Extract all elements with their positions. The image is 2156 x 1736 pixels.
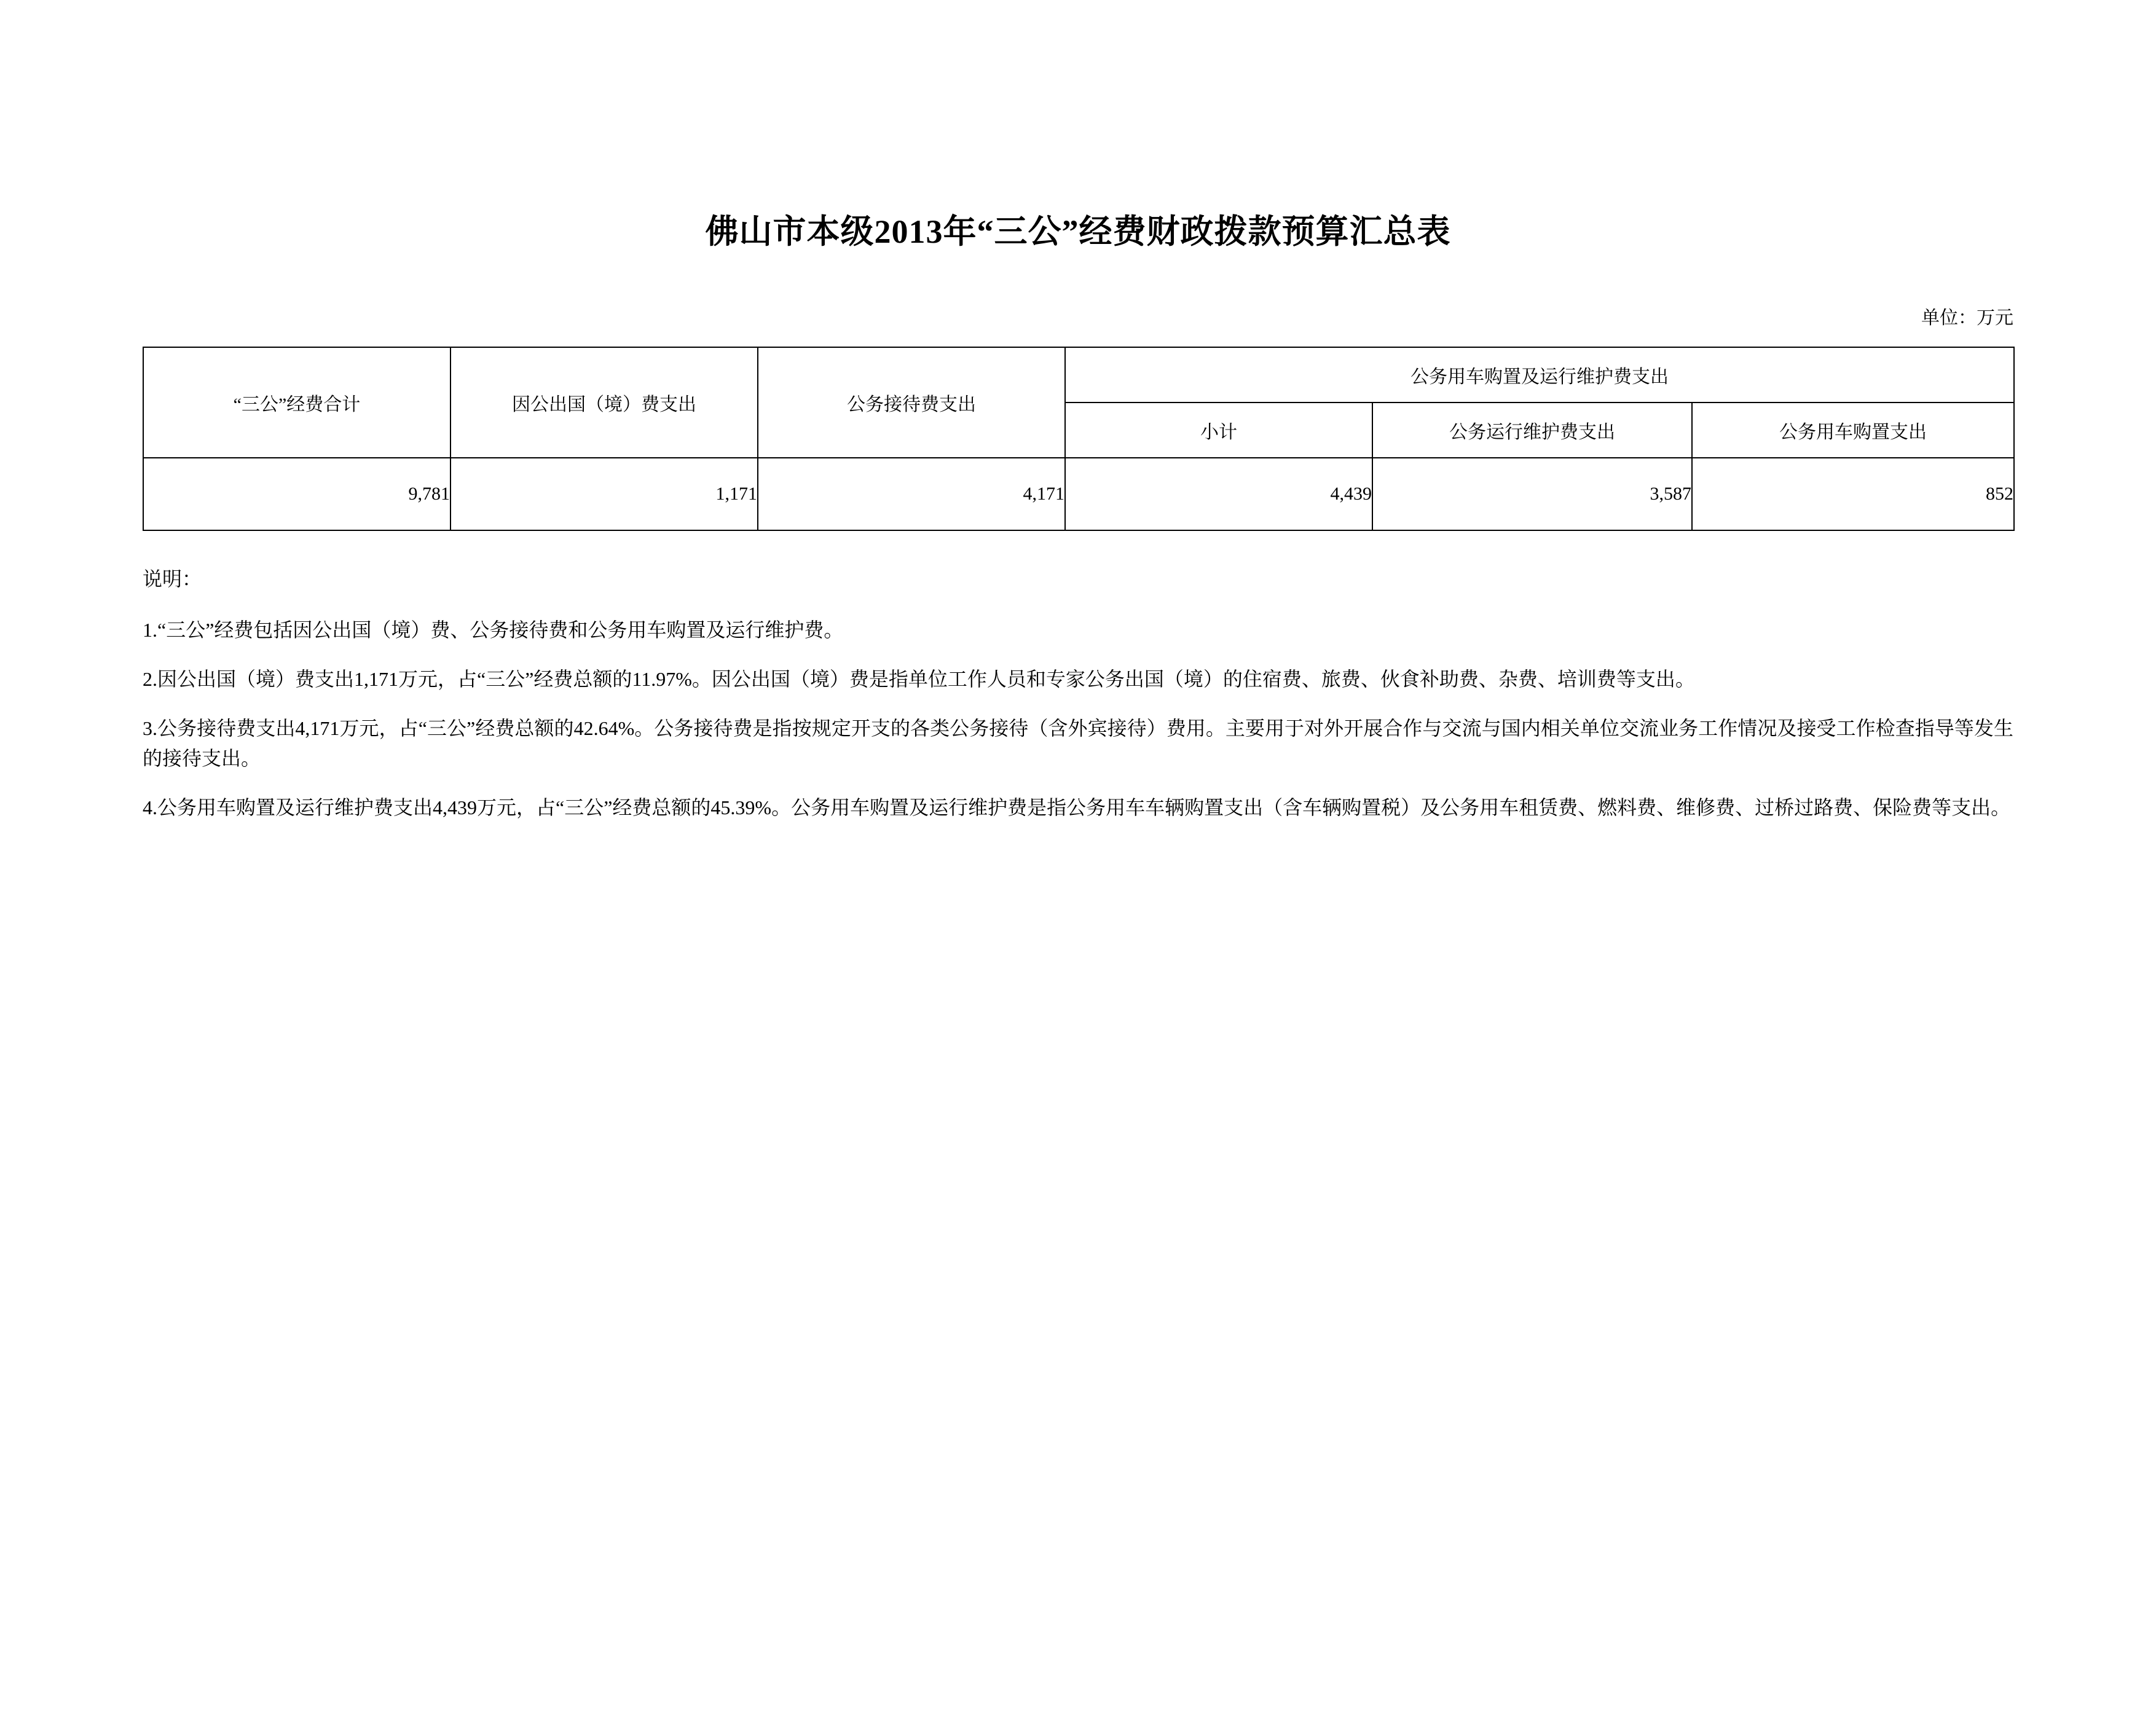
header-vehicle-group: 公务用车购置及运行维护费支出 xyxy=(1065,347,2014,403)
table-row xyxy=(143,458,2014,530)
header-total: “三公”经费合计 xyxy=(143,347,450,458)
table-header-row-1 xyxy=(143,347,2014,403)
value-reception: 4,171 xyxy=(758,458,1065,530)
header-abroad: 因公出国（境）费支出 xyxy=(450,347,758,458)
notes-section xyxy=(0,567,2156,823)
header-vehicle-operation: 公务运行维护费支出 xyxy=(1372,403,1692,458)
value-abroad: 1,171 xyxy=(450,458,758,530)
value-vehicle-subtotal: 4,439 xyxy=(1065,458,1372,530)
header-reception: 公务接待费支出 xyxy=(758,347,1065,458)
value-vehicle-operation: 3,587 xyxy=(1372,458,1692,530)
value-vehicle-purchase: 852 xyxy=(1692,458,2014,530)
header-vehicle-purchase: 公务用车购置支出 xyxy=(1692,403,2014,458)
note-item: 2.因公出国（境）费支出1,171万元，占“三公”经费总额的11.97%。因公出国（境）费是指单位工作人员和专家公务出国（境）的住宿费、旅费、伙食补助费、杂费、培训费等支出。 xyxy=(143,667,1695,690)
value-total: 9,781 xyxy=(143,458,450,530)
page-title: 佛山市本级2013年“三公”经费财政拨款预算汇总表 xyxy=(705,213,1451,250)
header-vehicle-subtotal: 小计 xyxy=(1065,403,1372,458)
notes-heading: 说明： xyxy=(143,567,202,590)
document-page xyxy=(0,212,2156,1736)
note-item: 4.公务用车购置及运行维护费支出4,439万元，占“三公”经费总额的45.39%。公务用车购置及运行维护费是指公务用车车辆购置支出（含车辆购置税）及公务用车租赁费、燃料费、维修费、过桥过路费、保险费等支出。 xyxy=(143,796,2011,819)
note-item: 3.公务接待费支出4,171万元，占“三公”经费总额的42.64%。公务接待费是指按规定开支的各类公务接待（含外宾接待）费用。主要用于对外开展合作与交流与国内相关单位交流业务工作情况及接受工作检查指导等发生的接待支出。 xyxy=(143,717,2013,770)
budget-table xyxy=(143,347,2015,531)
note-item: 1.“三公”经费包括因公出国（境）费、公务接待费和公务用车购置及运行维护费。 xyxy=(143,619,844,642)
unit-label: 单位：万元 xyxy=(1921,307,2013,328)
budget-table-container xyxy=(0,347,2156,531)
